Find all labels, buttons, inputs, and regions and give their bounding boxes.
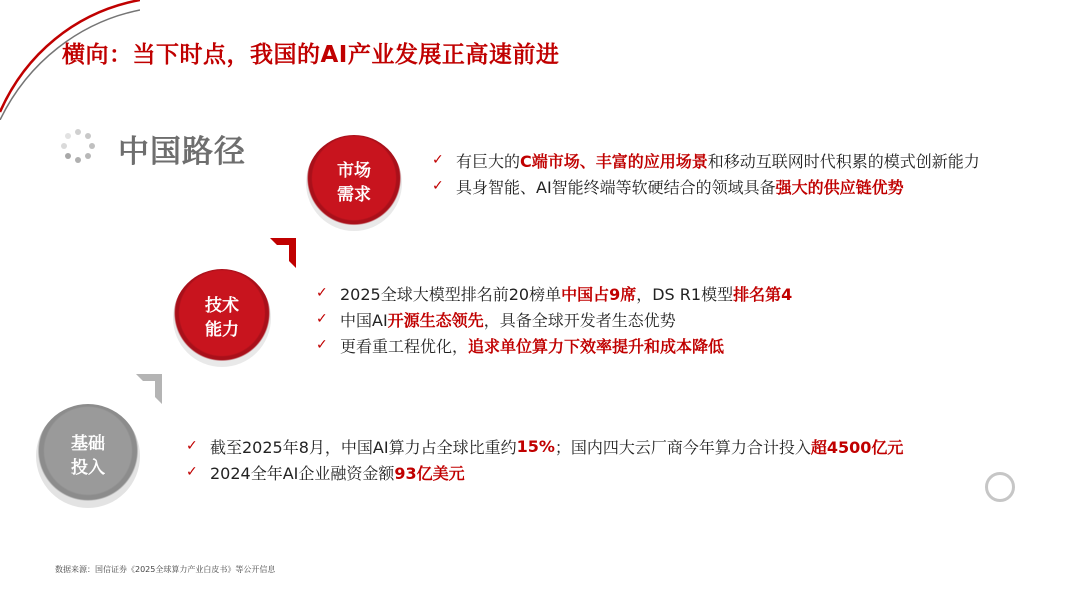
stage-label-line1: 技术	[205, 296, 239, 316]
highlight-text: 追求单位算力下效率提升和成本降低	[468, 336, 725, 356]
stage-label-line1: 基础	[71, 434, 105, 454]
bullet-text: 2025全球大模型排名前20榜单	[340, 284, 562, 304]
bullet-item	[432, 173, 980, 199]
bullet-text: 2024全年AI企业融资金额	[210, 463, 395, 483]
check-icon: ✓	[316, 337, 328, 353]
decorative-ring	[985, 472, 1015, 502]
bullet-text: 更看重工程优化，	[340, 336, 469, 356]
bullet-text: 中国AI	[340, 310, 388, 330]
check-icon: ✓	[432, 152, 444, 168]
stage-base-investment	[36, 404, 140, 508]
check-icon: ✓	[316, 311, 328, 327]
highlight-text: 93亿美元	[394, 463, 465, 483]
base-investment-bullets	[186, 433, 903, 485]
stair-arrow-red	[270, 238, 300, 270]
stage-tech-capability	[173, 269, 271, 367]
highlight-text: 中国占9席	[561, 284, 637, 304]
bullet-text: ，具备全球开发者生态优势	[483, 310, 676, 330]
section-title: 中国路径	[118, 134, 246, 170]
highlight-text: 强大的供应链优势	[775, 177, 904, 197]
highlight-text: C端市场、丰富的应用场景	[520, 151, 708, 171]
bullet-item	[186, 433, 903, 459]
highlight-text: 15%	[516, 436, 555, 456]
tech-capability-bullets	[316, 280, 792, 358]
stage-market-demand	[306, 135, 402, 231]
bullet-text: 截至2025年8月，中国AI算力占全球比重约	[210, 437, 517, 457]
highlight-text: 排名第4	[733, 284, 793, 304]
slide-title: 横向：当下时点，我国的AI产业发展正高速前进	[62, 42, 560, 68]
bullet-text: ，DS R1模型	[636, 284, 734, 304]
check-icon: ✓	[186, 438, 198, 454]
dotted-circle-icon	[60, 128, 96, 164]
check-icon: ✓	[186, 464, 198, 480]
stage-label-line2: 能力	[205, 320, 239, 340]
bullet-text: 有巨大的	[456, 151, 521, 171]
stair-arrow-gray	[136, 374, 166, 406]
stage-label-line1: 市场	[337, 161, 371, 181]
bullet-item	[432, 147, 980, 173]
stage-label-line2: 需求	[337, 185, 371, 205]
check-icon: ✓	[316, 285, 328, 301]
bullet-item	[186, 459, 903, 485]
highlight-text: 开源生态领先	[387, 310, 484, 330]
bullet-item	[316, 280, 792, 306]
bullet-item	[316, 306, 792, 332]
bullet-item	[316, 332, 792, 358]
check-icon: ✓	[432, 178, 444, 194]
bullet-text: ；国内四大云厂商今年算力合计投入	[554, 437, 811, 457]
bullet-text: 和移动互联网时代积累的模式创新能力	[707, 151, 980, 171]
bullet-text: 具身智能、AI智能终端等软硬结合的领域具备	[456, 177, 776, 197]
market-demand-bullets	[432, 147, 980, 199]
stage-label-line2: 投入	[71, 458, 105, 478]
source-note: 数据来源：国信证券《2025全球算力产业白皮书》等公开信息	[55, 565, 276, 574]
highlight-text: 超4500亿元	[810, 437, 904, 457]
